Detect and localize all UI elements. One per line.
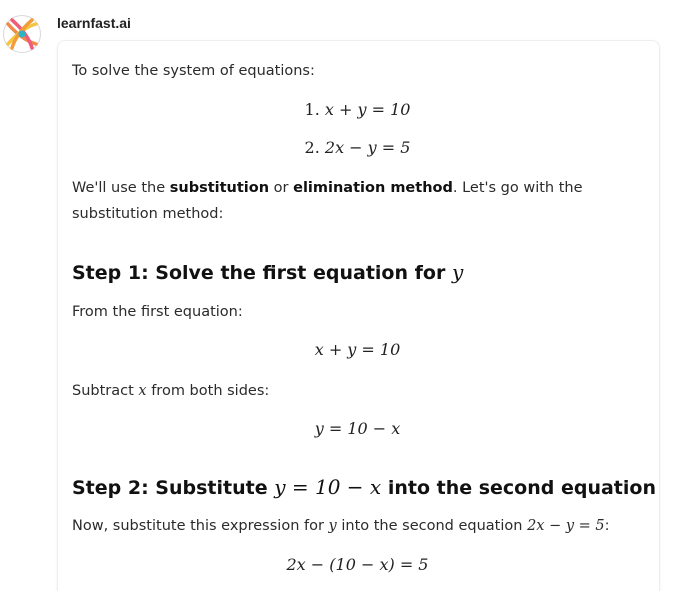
equation-number: 1.	[304, 100, 320, 119]
bold-elimination: elimination method	[293, 180, 453, 196]
inline-math-var: x	[138, 383, 147, 399]
text-segment: into the second equation	[336, 518, 528, 534]
equation-expr: 2x − (10 − x) = 5	[286, 555, 429, 574]
step1-equation-1	[57, 340, 658, 359]
step2-title-expr: y = 10 − x	[274, 475, 382, 499]
inline-math-eq: 2x − y = 5	[527, 518, 605, 534]
learnfast-logo-icon	[2, 14, 42, 54]
equation-item-1	[57, 100, 658, 119]
step2-now-text	[72, 513, 610, 539]
step2-title-text: Step 2: Substitute	[72, 477, 275, 499]
equation-number: 2.	[304, 138, 320, 157]
step2-title-text: into the second equation	[381, 477, 656, 499]
method-sentence-line2: substitution method:	[72, 206, 224, 222]
step1-title-var: y	[451, 260, 464, 284]
equation-expr: y = 10 − x	[314, 419, 401, 438]
equation-item-2	[57, 138, 658, 157]
step1-heading	[72, 260, 463, 284]
text-segment: . Let's go with the	[452, 180, 583, 196]
bold-substitution: substitution	[169, 180, 270, 196]
brand-name: learnfast.ai	[57, 15, 131, 31]
step1-title-text: Step 1: Solve the first equation for	[72, 262, 452, 284]
text-segment: from both sides:	[146, 383, 270, 399]
equation-expr: x + y = 10	[324, 100, 411, 119]
step1-subtract-text	[72, 378, 269, 404]
inline-math-var: y	[328, 518, 337, 534]
method-sentence	[72, 175, 583, 201]
step1-from-text: From the first equation:	[72, 304, 243, 320]
step2-equation-1	[57, 555, 658, 574]
text-segment: We'll use the	[72, 180, 170, 196]
intro-text: To solve the system of equations:	[72, 63, 315, 79]
equation-expr: 2x − y = 5	[324, 138, 411, 157]
text-segment: Now, substitute this expression for	[72, 518, 329, 534]
step2-heading	[72, 475, 656, 499]
text-segment: Subtract	[72, 383, 139, 399]
step1-equation-2	[57, 419, 658, 438]
equation-expr: x + y = 10	[314, 340, 401, 359]
text-segment: :	[604, 518, 610, 534]
text-segment: or	[269, 180, 294, 196]
